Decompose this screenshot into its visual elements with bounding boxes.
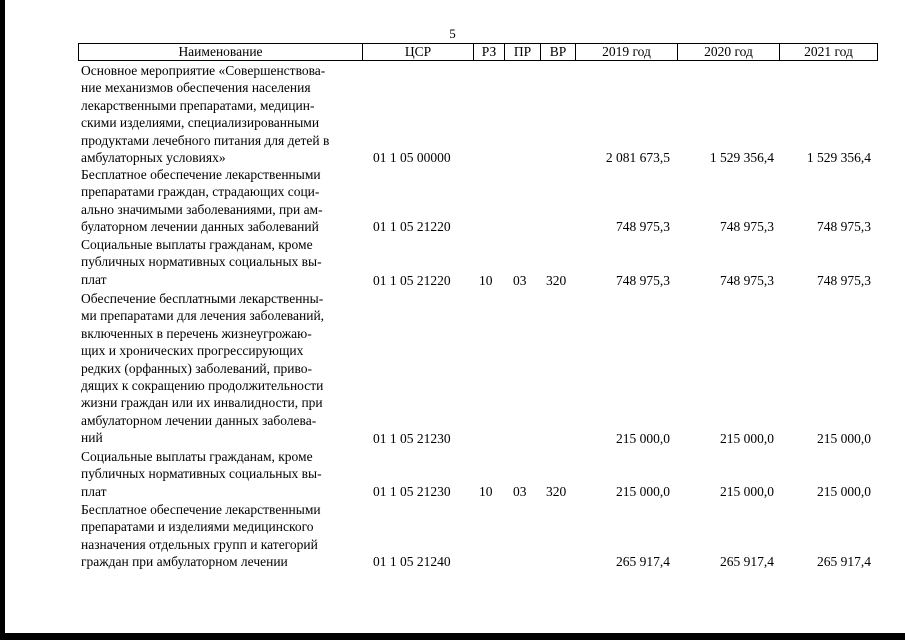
header-pr: ПР [504, 44, 540, 60]
row-csr: 01 1 05 00000 [373, 150, 451, 165]
row-pr: 03 [513, 484, 527, 499]
header-csr: ЦСР [362, 44, 473, 60]
row-2021: 748 975,3 [817, 273, 871, 288]
page-number: 5 [449, 26, 456, 41]
header-rz: РЗ [473, 44, 504, 60]
row-vr: 320 [546, 484, 567, 499]
header-2020: 2020 год [677, 44, 779, 60]
row-name: Социальные выплаты гражданам, кроме публичных нормативных социальных вы- плат [81, 449, 322, 499]
header-2019: 2019 год [575, 44, 677, 60]
row-rz: 10 [479, 273, 493, 288]
row-name: Основное мероприятие «Совершенствова- ние механизмов обеспечения населения лекарственными препаратами, медицин- скими изделиями, специализированными продуктами лечебного питания для детей в амбулаторных условиях» [81, 63, 330, 166]
row-2020: 748 975,3 [720, 273, 774, 288]
row-name: Социальные выплаты гражданам, кроме публичных нормативных социальных вы- плат [81, 237, 322, 287]
row-name: Бесплатное обеспечение лекарственными препаратами граждан, страдающих соци- ально значимыми заболеваниями, при ам- булаторном лечении данных заболеваний [81, 167, 323, 235]
table-header [78, 43, 878, 61]
row-2021: 215 000,0 [817, 484, 871, 499]
scan-left-edge [0, 0, 5, 640]
row-2020: 265 917,4 [720, 554, 774, 569]
row-2021: 748 975,3 [817, 219, 871, 234]
row-2019: 2 081 673,5 [605, 150, 670, 165]
header-name: Наименование [178, 44, 263, 59]
row-2019: 748 975,3 [616, 273, 670, 288]
header-2021: 2021 год [779, 44, 877, 60]
scan-bottom-edge [0, 633, 905, 640]
header-vr: ВР [540, 44, 575, 60]
row-csr: 01 1 05 21220 [373, 219, 451, 234]
row-2019: 265 917,4 [616, 554, 670, 569]
row-csr: 01 1 05 21230 [373, 484, 451, 499]
row-2020: 1 529 356,4 [709, 150, 774, 165]
row-csr: 01 1 05 21220 [373, 273, 451, 288]
row-csr: 01 1 05 21240 [373, 554, 451, 569]
row-2020: 215 000,0 [720, 431, 774, 446]
row-2020: 215 000,0 [720, 484, 774, 499]
row-name: Бесплатное обеспечение лекарственными препаратами и изделиями медицинского назначения отдельных групп и категорий граждан при амбулаторном лечении [81, 502, 321, 570]
row-2021: 215 000,0 [817, 431, 871, 446]
row-2019: 215 000,0 [616, 431, 670, 446]
row-2020: 748 975,3 [720, 219, 774, 234]
row-name: Обеспечение бесплатными лекарственны- ми препаратами для лечения заболеваний, включенных в перечень жизнеугрожаю- щих и хронических прогрессирующих редких (орфанных) заболеваний, приво- дящих к сокращению продолжительности жизни граждан или их инвалидности, при амбулаторном лечении данных заболева- ний [81, 291, 325, 446]
row-2021: 265 917,4 [817, 554, 871, 569]
row-2021: 1 529 356,4 [806, 150, 871, 165]
row-vr: 320 [546, 273, 567, 288]
row-rz: 10 [479, 484, 493, 499]
row-2019: 748 975,3 [616, 219, 670, 234]
row-csr: 01 1 05 21230 [373, 431, 451, 446]
row-2019: 215 000,0 [616, 484, 670, 499]
row-pr: 03 [513, 273, 527, 288]
